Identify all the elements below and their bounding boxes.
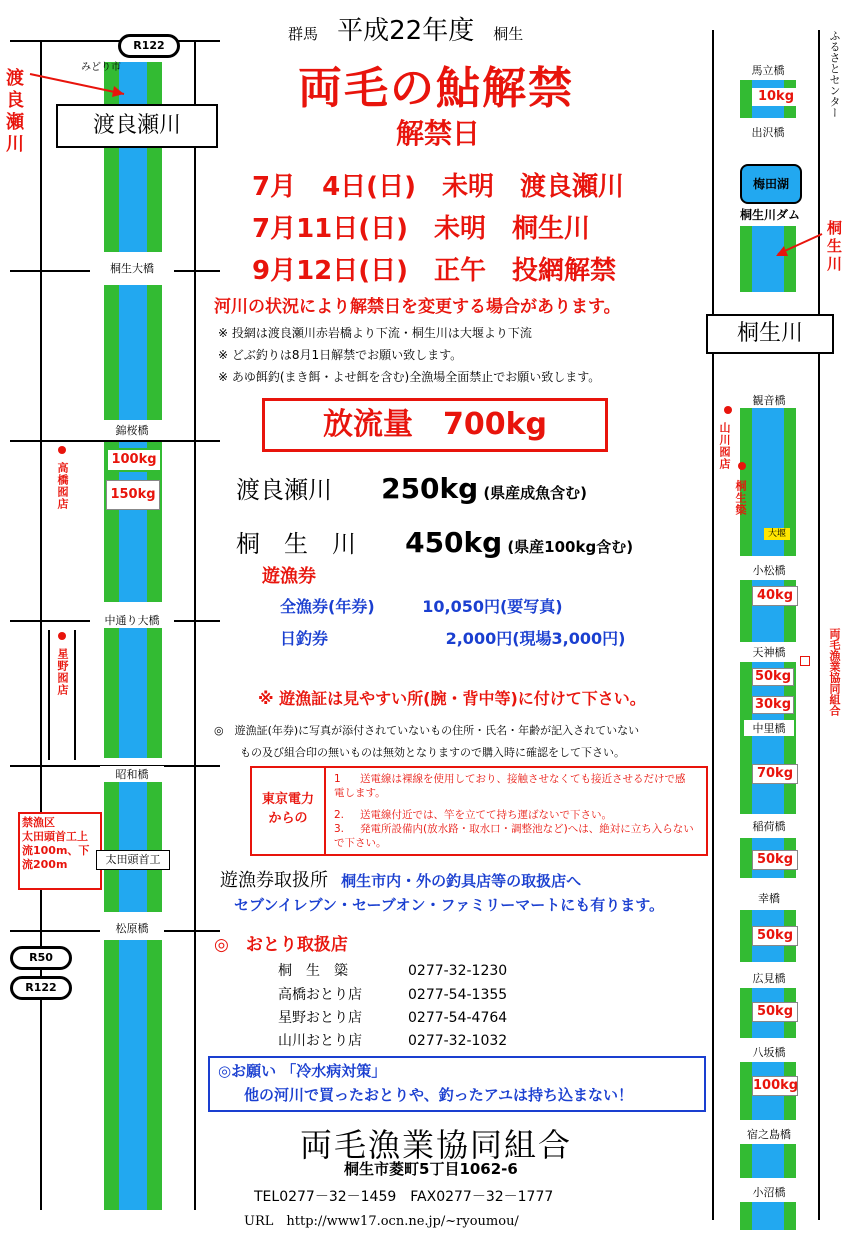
ticket-warning-1: ◎ 遊漁証(年券)に写真が添付されていないもの住所・氏名・年齢が記入されていない: [214, 724, 640, 737]
bridge-yasaka: 八坂橋: [744, 1044, 794, 1060]
change-notice: 河川の状況により解禁日を変更する場合があります。: [214, 297, 621, 317]
kg-mark: 50kg: [752, 850, 798, 870]
bridge-showa: 昭和橋: [100, 766, 164, 782]
oseki-label: 大堰: [764, 528, 790, 540]
vendors-line1: 桐生市内・外の釣具店等の取扱店へ: [341, 872, 582, 890]
opening-date-1: 7月 4日(日) 未明 渡良瀬川: [252, 172, 624, 202]
kiryu-river-box: 桐生川: [706, 314, 834, 354]
ticket-annual-name: 全漁券(年券): [280, 597, 375, 616]
shop-kiryu-yana: 桐生簗: [734, 480, 747, 516]
tickets-heading: 遊漁券: [262, 566, 316, 587]
bridge-kannon: 観音橋: [744, 392, 794, 408]
release-kiryu-amount: 450kg: [405, 526, 503, 559]
bridge-komatsu: 小松橋: [744, 562, 794, 578]
opening-heading: 解禁日: [396, 117, 481, 150]
arrow-icon: [770, 230, 826, 260]
request-box: [208, 1056, 706, 1112]
year-title: 平成22年度: [337, 16, 475, 46]
watarase-river-box: 渡良瀬川: [56, 104, 218, 148]
town-label: みどり市: [81, 62, 121, 73]
closed-zone-box: [18, 812, 102, 890]
bridge-saiwai: 幸橋: [744, 890, 794, 906]
tepco-label: [252, 768, 326, 854]
kg-mark: 30kg: [752, 696, 794, 714]
kiryu-dam: 桐生川ダム: [734, 206, 806, 224]
release-kiryu-note: (県産100kg含む): [507, 538, 634, 556]
ticket-warning-2: もの及び組合印の無いものは無効となりますので購入時に確認をして下さい。: [240, 746, 625, 759]
shop-takahashi: 高橋囮店: [56, 462, 69, 510]
ticket-annual: [280, 594, 563, 617]
ticket-day-price: 2,000円(現場3,000円): [445, 629, 626, 648]
tepco-item-1: 1 送電線は裸線を使用しており、接触させなくても接近させるだけで感電します。: [334, 773, 686, 799]
note-2: ※ どぶ釣りは8月1日解禁でお願い致します。: [218, 348, 463, 362]
bridge-hiromi: 広見橋: [744, 970, 794, 986]
bridge-yadonoshima: 宿之島橋: [738, 1126, 800, 1142]
route-r122-top: R122: [118, 34, 180, 58]
ticket-annual-price: 10,050円(要写真): [422, 597, 563, 616]
note-3: ※ あゆ餌釣(まき餌・よせ餌を含む)全漁場全面禁止でお願い致します。: [218, 370, 601, 384]
opening-date-2: 7月11日(日) 未明 桐生川: [252, 214, 591, 244]
watarase-vertical-label: 渡良瀬川: [3, 68, 24, 156]
kg-mark: 40kg: [752, 586, 798, 606]
opening-date-3: 9月12日(日) 正午 投網解禁: [252, 256, 617, 286]
kg-mark: 10kg: [752, 88, 800, 106]
header-line: [288, 10, 523, 47]
weir-label: 太田頭首工: [96, 850, 170, 870]
bridge-konuma: 小沼橋: [744, 1184, 794, 1200]
org-address: 桐生市菱町5丁目1062-6: [344, 1160, 518, 1178]
shop-dot: [724, 406, 732, 414]
bridge-kinsaku: 錦桜橋: [100, 422, 164, 438]
display-notice: ※ 遊漁証は見やすい所(腕・背中等)に付けて下さい。: [258, 689, 646, 708]
release-watarase-name: 渡良瀬川: [236, 476, 332, 504]
kg-mark: 150kg: [106, 480, 160, 510]
route-r50: R50: [10, 946, 72, 970]
release-watarase: [236, 470, 587, 505]
release-total-box: 放流量 700kg: [262, 398, 608, 452]
release-kiryu-name: 桐 生 川: [236, 530, 356, 558]
prefecture: 群馬: [288, 25, 319, 43]
coop-label: 両毛漁業協同組合: [828, 628, 841, 716]
note-1: ※ 投網は渡良瀬川赤岩橋より下流・桐生川は大堰より下流: [218, 326, 532, 340]
bridge-kiryu-ohashi: 桐生大橋: [90, 260, 174, 276]
otori-shop: 山川おとり店 0277-32-1032: [278, 1033, 508, 1049]
closed-zone-text: 太田頭首工上流100m、下流200m: [22, 830, 90, 871]
shop-dot: [738, 462, 746, 470]
tepco-box: [250, 766, 708, 856]
vendors-line: [220, 866, 581, 892]
closed-zone-title: 禁漁区: [22, 816, 55, 829]
request-text: 他の河川で買ったおとりや、釣ったアユは持ち込まない！: [244, 1086, 633, 1104]
release-watarase-amount: 250kg: [381, 472, 479, 505]
release-kiryu: [236, 524, 633, 559]
bridge-matsubara: 松原橋: [100, 920, 164, 936]
bridge-nakazato: 中里橋: [744, 720, 794, 736]
org-url: URL http://www17.ocn.ne.jp/~ryoumou/: [244, 1214, 519, 1229]
bridge-nakadori: 中通り大橋: [90, 612, 174, 628]
bridge-tenjin: 天神橋: [744, 644, 794, 660]
kg-mark: 50kg: [752, 1002, 798, 1022]
vendors-label: 遊漁券取扱所: [220, 870, 328, 891]
tepco-item-3: 3. 発電所設備内(放水路・取水口・調整池など)へは、絶対に立ち入らないで下さい。: [334, 823, 694, 849]
otori-shop: 高橋おとり店 0277-54-1355: [278, 987, 508, 1003]
tepco-label-line2: からの: [268, 811, 308, 826]
kg-mark: 100kg: [106, 448, 162, 472]
otori-shop: 桐 生 簗 0277-32-1230: [278, 963, 508, 979]
furusato-label: ふるさとセンター: [828, 30, 841, 118]
ticket-day: [280, 626, 625, 649]
tepco-label-line1: 東京電力: [261, 792, 314, 807]
shop-dot: [58, 632, 66, 640]
bridge-dezawa: 出沢橋: [738, 124, 798, 140]
main-title: 両毛の鮎解禁: [298, 63, 574, 114]
coop-marker: [800, 656, 810, 666]
bridge-inari: 稲荷橋: [744, 818, 794, 834]
request-title: ◎お願い 「冷水病対策」: [218, 1062, 387, 1080]
route-r122-bottom: R122: [10, 976, 72, 1000]
org-name: 両毛漁業協同組合: [300, 1126, 573, 1164]
tepco-item-2: 2. 送電線付近では、竿を立てて持ち運ばないで下さい。: [334, 809, 612, 821]
city: 桐生: [493, 25, 524, 43]
arrow-icon: [26, 70, 136, 100]
kg-mark: 50kg: [752, 926, 798, 946]
shop-hoshino: 星野囮店: [56, 648, 69, 696]
kg-mark: 50kg: [752, 668, 794, 686]
otori-heading: ◎ おとり取扱店: [214, 935, 348, 955]
umeda-lake: 梅田湖: [740, 164, 802, 204]
kg-mark: 70kg: [752, 764, 798, 784]
bridge-madate: 馬立橋: [738, 62, 798, 78]
kg-mark: 100kg: [752, 1076, 798, 1096]
release-watarase-note: (県産成魚含む): [483, 484, 588, 502]
shop-yamakawa: 山川囮店: [718, 422, 731, 470]
otori-shop: 星野おとり店 0277-54-4764: [278, 1010, 508, 1026]
kiryu-vertical-label: 桐生川: [825, 220, 843, 274]
shop-dot: [58, 446, 66, 454]
org-tel-fax: TEL0277－32－1459 FAX0277－32－1777: [254, 1189, 554, 1205]
vendors-line2: セブンイレブン・セーブオン・ファミリーマートにも有ります。: [234, 896, 665, 914]
ticket-day-name: 日釣券: [280, 629, 329, 648]
